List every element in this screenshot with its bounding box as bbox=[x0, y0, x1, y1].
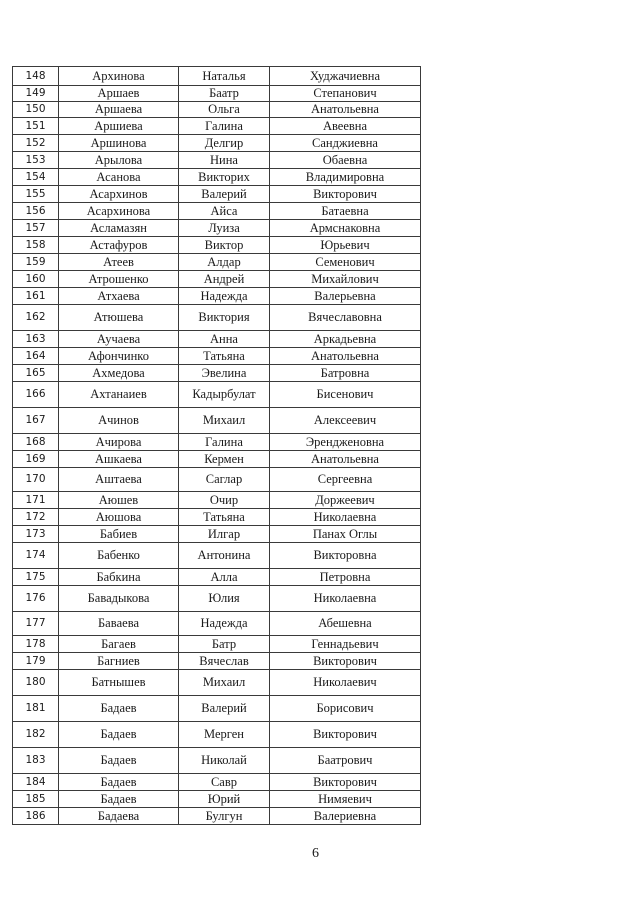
patronymic: Николаевич bbox=[270, 670, 421, 696]
patronymic: Валерьевна bbox=[270, 288, 421, 305]
table-row bbox=[13, 365, 421, 382]
row-number: 148 bbox=[13, 67, 59, 86]
table-row bbox=[13, 569, 421, 586]
first-name: Алла bbox=[179, 569, 270, 586]
row-number: 153 bbox=[13, 152, 59, 169]
table-row bbox=[13, 348, 421, 365]
last-name: Багаев bbox=[59, 636, 179, 653]
patronymic: Вячеславовна bbox=[270, 305, 421, 331]
first-name: Татьяна bbox=[179, 348, 270, 365]
row-number: 167 bbox=[13, 408, 59, 434]
table-row bbox=[13, 670, 421, 696]
table-row bbox=[13, 152, 421, 169]
last-name: Атюшева bbox=[59, 305, 179, 331]
patronymic: Аркадьевна bbox=[270, 331, 421, 348]
row-number: 170 bbox=[13, 468, 59, 492]
table-row bbox=[13, 135, 421, 152]
first-name: Виктор bbox=[179, 237, 270, 254]
last-name: Аштаева bbox=[59, 468, 179, 492]
last-name: Астафуров bbox=[59, 237, 179, 254]
table-row bbox=[13, 543, 421, 569]
table-row bbox=[13, 305, 421, 331]
row-number: 173 bbox=[13, 526, 59, 543]
last-name: Аршаева bbox=[59, 102, 179, 118]
row-number: 165 bbox=[13, 365, 59, 382]
patronymic: Степанович bbox=[270, 86, 421, 102]
row-number: 168 bbox=[13, 434, 59, 451]
row-number: 174 bbox=[13, 543, 59, 569]
table-row bbox=[13, 186, 421, 203]
table-row bbox=[13, 451, 421, 468]
row-number: 181 bbox=[13, 696, 59, 722]
last-name: Багниев bbox=[59, 653, 179, 670]
row-number: 150 bbox=[13, 102, 59, 118]
table-row bbox=[13, 288, 421, 305]
first-name: Михаил bbox=[179, 670, 270, 696]
first-name: Юрий bbox=[179, 791, 270, 808]
first-name: Луиза bbox=[179, 220, 270, 237]
row-number: 172 bbox=[13, 509, 59, 526]
row-number: 180 bbox=[13, 670, 59, 696]
patronymic: Николаевна bbox=[270, 586, 421, 612]
last-name: Асанова bbox=[59, 169, 179, 186]
row-number: 158 bbox=[13, 237, 59, 254]
table-row bbox=[13, 612, 421, 636]
table-row bbox=[13, 748, 421, 774]
first-name: Делгир bbox=[179, 135, 270, 152]
table-row bbox=[13, 791, 421, 808]
first-name: Надежда bbox=[179, 288, 270, 305]
patronymic: Панах Оглы bbox=[270, 526, 421, 543]
last-name: Атрошенко bbox=[59, 271, 179, 288]
last-name: Бадаев bbox=[59, 791, 179, 808]
patronymic: Юрьевич bbox=[270, 237, 421, 254]
table-row bbox=[13, 118, 421, 135]
last-name: Асархинова bbox=[59, 203, 179, 220]
row-number: 176 bbox=[13, 586, 59, 612]
last-name: Аршинова bbox=[59, 135, 179, 152]
row-number: 154 bbox=[13, 169, 59, 186]
row-number: 178 bbox=[13, 636, 59, 653]
patronymic: Абешевна bbox=[270, 612, 421, 636]
last-name: Бадаев bbox=[59, 748, 179, 774]
first-name: Кермен bbox=[179, 451, 270, 468]
patronymic: Геннадьевич bbox=[270, 636, 421, 653]
page-number: 6 bbox=[312, 846, 319, 861]
patronymic: Михайлович bbox=[270, 271, 421, 288]
row-number: 160 bbox=[13, 271, 59, 288]
last-name: Аршаев bbox=[59, 86, 179, 102]
last-name: Атеев bbox=[59, 254, 179, 271]
first-name: Валерий bbox=[179, 186, 270, 203]
patronymic: Викторович bbox=[270, 186, 421, 203]
table-row bbox=[13, 408, 421, 434]
roster-table bbox=[12, 66, 421, 825]
patronymic: Сергеевна bbox=[270, 468, 421, 492]
patronymic: Петровна bbox=[270, 569, 421, 586]
first-name: Айса bbox=[179, 203, 270, 220]
row-number: 185 bbox=[13, 791, 59, 808]
table-row bbox=[13, 653, 421, 670]
first-name: Татьяна bbox=[179, 509, 270, 526]
last-name: Батнышев bbox=[59, 670, 179, 696]
patronymic: Доржеевич bbox=[270, 492, 421, 509]
table-row bbox=[13, 509, 421, 526]
first-name: Викторих bbox=[179, 169, 270, 186]
first-name: Илгар bbox=[179, 526, 270, 543]
first-name: Михаил bbox=[179, 408, 270, 434]
last-name: Бабенко bbox=[59, 543, 179, 569]
patronymic: Батровна bbox=[270, 365, 421, 382]
last-name: Ахмедова bbox=[59, 365, 179, 382]
patronymic: Алексеевич bbox=[270, 408, 421, 434]
last-name: Ачирова bbox=[59, 434, 179, 451]
last-name: Ачинов bbox=[59, 408, 179, 434]
last-name: Аршиева bbox=[59, 118, 179, 135]
row-number: 184 bbox=[13, 774, 59, 791]
patronymic: Викторовна bbox=[270, 543, 421, 569]
last-name: Бадаев bbox=[59, 696, 179, 722]
row-number: 175 bbox=[13, 569, 59, 586]
row-number: 171 bbox=[13, 492, 59, 509]
roster-body bbox=[13, 67, 421, 825]
last-name: Асархинов bbox=[59, 186, 179, 203]
first-name: Галина bbox=[179, 118, 270, 135]
row-number: 164 bbox=[13, 348, 59, 365]
row-number: 179 bbox=[13, 653, 59, 670]
patronymic: Авеевна bbox=[270, 118, 421, 135]
patronymic: Обаевна bbox=[270, 152, 421, 169]
first-name: Валерий bbox=[179, 696, 270, 722]
last-name: Бадаев bbox=[59, 774, 179, 791]
patronymic: Борисович bbox=[270, 696, 421, 722]
table-row bbox=[13, 331, 421, 348]
last-name: Бадаева bbox=[59, 808, 179, 825]
table-row bbox=[13, 808, 421, 825]
table-row bbox=[13, 468, 421, 492]
first-name: Кадырбулат bbox=[179, 382, 270, 408]
patronymic: Анатольевна bbox=[270, 102, 421, 118]
table-row bbox=[13, 237, 421, 254]
table-row bbox=[13, 169, 421, 186]
last-name: Аучаева bbox=[59, 331, 179, 348]
last-name: Ахтанаиев bbox=[59, 382, 179, 408]
row-number: 159 bbox=[13, 254, 59, 271]
row-number: 151 bbox=[13, 118, 59, 135]
first-name: Антонина bbox=[179, 543, 270, 569]
patronymic: Семенович bbox=[270, 254, 421, 271]
first-name: Мерген bbox=[179, 722, 270, 748]
patronymic: Анатольевна bbox=[270, 348, 421, 365]
table-row bbox=[13, 203, 421, 220]
row-number: 156 bbox=[13, 203, 59, 220]
patronymic: Николаевна bbox=[270, 509, 421, 526]
row-number: 152 bbox=[13, 135, 59, 152]
first-name: Эвелина bbox=[179, 365, 270, 382]
last-name: Аюшев bbox=[59, 492, 179, 509]
row-number: 161 bbox=[13, 288, 59, 305]
first-name: Очир bbox=[179, 492, 270, 509]
row-number: 166 bbox=[13, 382, 59, 408]
table-row bbox=[13, 102, 421, 118]
roster-sheet bbox=[12, 66, 420, 825]
row-number: 169 bbox=[13, 451, 59, 468]
patronymic: Эрендженовна bbox=[270, 434, 421, 451]
patronymic: Викторович bbox=[270, 774, 421, 791]
row-number: 182 bbox=[13, 722, 59, 748]
first-name: Батр bbox=[179, 636, 270, 653]
table-row bbox=[13, 722, 421, 748]
first-name: Алдар bbox=[179, 254, 270, 271]
first-name: Анна bbox=[179, 331, 270, 348]
last-name: Афончинко bbox=[59, 348, 179, 365]
patronymic: Валериевна bbox=[270, 808, 421, 825]
first-name: Юлия bbox=[179, 586, 270, 612]
row-number: 162 bbox=[13, 305, 59, 331]
last-name: Бавaева bbox=[59, 612, 179, 636]
patronymic: Викторович bbox=[270, 722, 421, 748]
table-row bbox=[13, 271, 421, 288]
table-row bbox=[13, 254, 421, 271]
table-row bbox=[13, 220, 421, 237]
first-name: Баатр bbox=[179, 86, 270, 102]
patronymic: Худжачиевна bbox=[270, 67, 421, 86]
row-number: 149 bbox=[13, 86, 59, 102]
first-name: Николай bbox=[179, 748, 270, 774]
first-name: Ольга bbox=[179, 102, 270, 118]
first-name: Савр bbox=[179, 774, 270, 791]
row-number: 186 bbox=[13, 808, 59, 825]
patronymic: Батаевна bbox=[270, 203, 421, 220]
first-name: Саглар bbox=[179, 468, 270, 492]
table-row bbox=[13, 526, 421, 543]
table-row bbox=[13, 86, 421, 102]
table-row bbox=[13, 382, 421, 408]
patronymic: Баатрович bbox=[270, 748, 421, 774]
table-row bbox=[13, 492, 421, 509]
first-name: Виктория bbox=[179, 305, 270, 331]
row-number: 163 bbox=[13, 331, 59, 348]
row-number: 177 bbox=[13, 612, 59, 636]
patronymic: Владимировна bbox=[270, 169, 421, 186]
patronymic: Нимяевич bbox=[270, 791, 421, 808]
last-name: Атхаева bbox=[59, 288, 179, 305]
patronymic: Армснаковна bbox=[270, 220, 421, 237]
table-row bbox=[13, 67, 421, 86]
first-name: Наталья bbox=[179, 67, 270, 86]
last-name: Аюшова bbox=[59, 509, 179, 526]
row-number: 155 bbox=[13, 186, 59, 203]
last-name: Архинова bbox=[59, 67, 179, 86]
first-name: Нина bbox=[179, 152, 270, 169]
last-name: Асламазян bbox=[59, 220, 179, 237]
patronymic: Санджиевна bbox=[270, 135, 421, 152]
row-number: 157 bbox=[13, 220, 59, 237]
table-row bbox=[13, 696, 421, 722]
table-row bbox=[13, 774, 421, 791]
first-name: Вячеслав bbox=[179, 653, 270, 670]
table-row bbox=[13, 434, 421, 451]
last-name: Бадаев bbox=[59, 722, 179, 748]
first-name: Галина bbox=[179, 434, 270, 451]
last-name: Бабкина bbox=[59, 569, 179, 586]
first-name: Булгун bbox=[179, 808, 270, 825]
last-name: Бавадыкова bbox=[59, 586, 179, 612]
last-name: Бабиев bbox=[59, 526, 179, 543]
first-name: Андрей bbox=[179, 271, 270, 288]
table-row bbox=[13, 586, 421, 612]
patronymic: Анатольевна bbox=[270, 451, 421, 468]
patronymic: Бисенович bbox=[270, 382, 421, 408]
last-name: Ашкаева bbox=[59, 451, 179, 468]
table-row bbox=[13, 636, 421, 653]
patronymic: Викторович bbox=[270, 653, 421, 670]
last-name: Арылова bbox=[59, 152, 179, 169]
row-number: 183 bbox=[13, 748, 59, 774]
first-name: Надежда bbox=[179, 612, 270, 636]
